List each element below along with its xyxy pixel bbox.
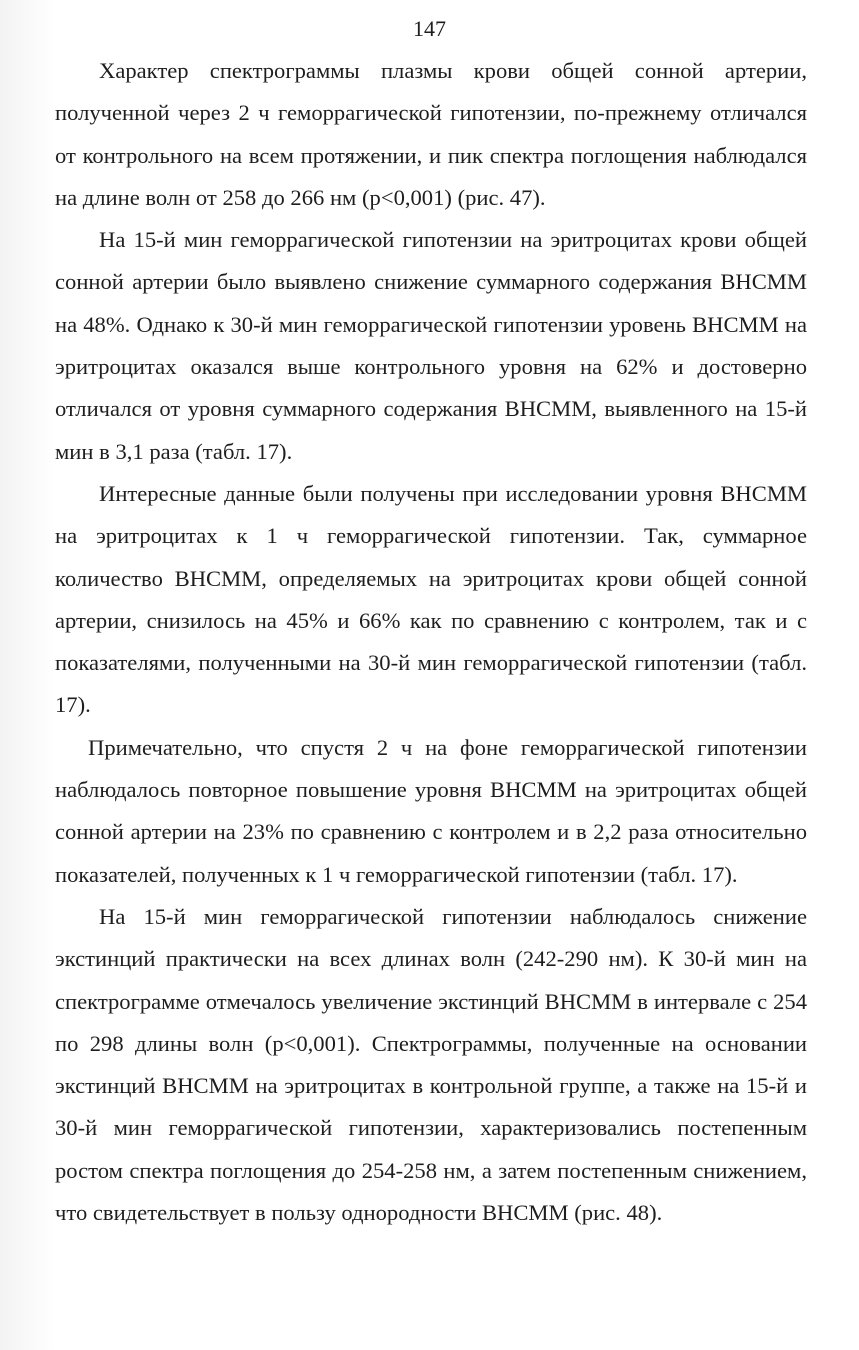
scan-shadow-edge [0,0,56,1350]
body-text [55,50,807,1234]
paragraph-erythrocytes-15-30-min: На 15-й мин геморрагической гипотензии на эритроцитах крови общей сонной артерии было выявлено снижение суммарного содержания ВНСММ на 48%. Однако к 30-й мин геморрагической гипотензии уровень ВНСММ на эритроцитах оказался выше контрольного уровня на 62% и достоверно отличался от уровня суммарного содержания ВНСММ, выявленного на 15-й мин в 3,1 раза (табл. 17). [55,227,807,464]
page-number: 147 [413,16,446,41]
paragraph-plasma-spectrogram: Характер спектрограммы плазмы крови общей сонной артерии, полученной через 2 ч геморрагической гипотензии, по-прежнему отличался от контрольного на всем протяжении, и пик спектра поглощения наблюдался на длине волн от 258 до 266 нм (p<0,001) (рис. 47). [55,58,807,210]
paragraph-2-hours: Примечательно, что спустя 2 ч на фоне геморрагической гипотензии наблюдалось повторное повышение уровня ВНСММ на эритроцитах общей сонной артерии на 23% по сравнению с контролем и в 2,2 раза относительно показателей, полученных к 1 ч геморрагической гипотензии (табл. 17). [55,734,807,887]
paragraph-erythrocytes-1-hour: Интересные данные были получены при исследовании уровня ВНСММ на эритроцитах к 1 ч геморрагической гипотензии. Так, суммарное количество ВНСММ, определяемых на эритроцитах крови общей сонной артерии, снизилось на 45% и 66% как по сравнению с контролем, так и с показателями, полученными на 30-й мин геморрагической гипотензии (табл. 17). [55,480,807,718]
paragraph-extinctions: На 15-й мин геморрагической гипотензии наблюдалось снижение экстинций практически на всех длинах волн (242-290 нм). К 30-й мин на спектрограмме отмечалось увеличение экстинций ВНСММ в интервале с 254 по 298 длины волн (p<0,001). Спектрограммы, полученные на основании экстинций ВНСММ на эритроцитах в контрольной группе, а также на 15-й и 30-й мин геморрагической гипотензии, характеризовались постепенным ростом спектра поглощения до 254-258 нм, а затем постепенным снижением, что свидетельствует в пользу однородности ВНСММ (рис. 48). [55,903,807,1226]
